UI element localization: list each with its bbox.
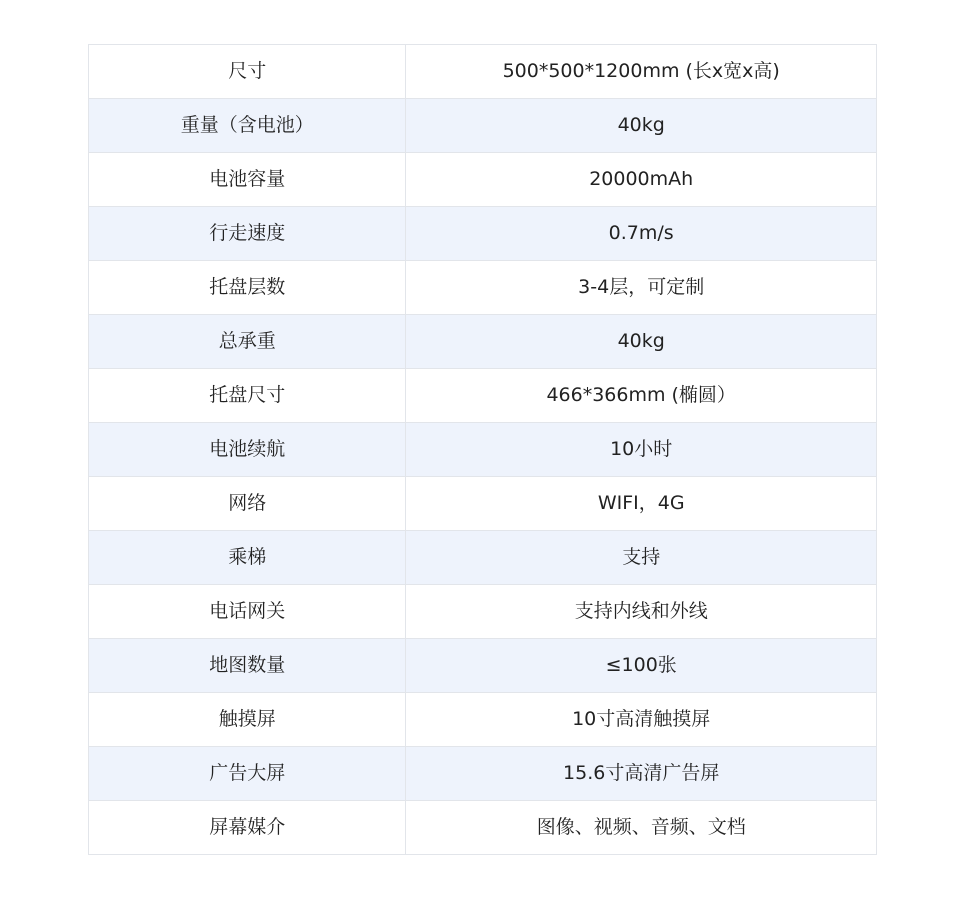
spec-value: 40kg bbox=[406, 315, 877, 369]
spec-label: 屏幕媒介 bbox=[89, 801, 406, 855]
spec-table bbox=[88, 44, 877, 855]
spec-label: 广告大屏 bbox=[89, 747, 406, 801]
table-row bbox=[89, 261, 877, 315]
spec-value: 15.6寸高清广告屏 bbox=[406, 747, 877, 801]
table-row bbox=[89, 801, 877, 855]
table-row bbox=[89, 693, 877, 747]
spec-value: 支持内线和外线 bbox=[406, 585, 877, 639]
spec-label: 托盘层数 bbox=[89, 261, 406, 315]
spec-label: 乘梯 bbox=[89, 531, 406, 585]
spec-table-body bbox=[89, 45, 877, 855]
spec-label: 网络 bbox=[89, 477, 406, 531]
spec-label: 触摸屏 bbox=[89, 693, 406, 747]
table-row bbox=[89, 369, 877, 423]
table-row bbox=[89, 423, 877, 477]
spec-label: 总承重 bbox=[89, 315, 406, 369]
spec-value: 支持 bbox=[406, 531, 877, 585]
table-row bbox=[89, 315, 877, 369]
spec-value: 40kg bbox=[406, 99, 877, 153]
spec-value: 10寸高清触摸屏 bbox=[406, 693, 877, 747]
spec-value: 20000mAh bbox=[406, 153, 877, 207]
spec-value: WIFI，4G bbox=[406, 477, 877, 531]
spec-label: 尺寸 bbox=[89, 45, 406, 99]
table-row bbox=[89, 153, 877, 207]
spec-value: ≤100张 bbox=[406, 639, 877, 693]
table-row bbox=[89, 477, 877, 531]
spec-value: 0.7m/s bbox=[406, 207, 877, 261]
spec-value: 466*366mm (椭圆） bbox=[406, 369, 877, 423]
table-row bbox=[89, 585, 877, 639]
spec-label: 电池容量 bbox=[89, 153, 406, 207]
spec-label: 电话网关 bbox=[89, 585, 406, 639]
table-row bbox=[89, 45, 877, 99]
spec-label: 托盘尺寸 bbox=[89, 369, 406, 423]
table-row bbox=[89, 531, 877, 585]
spec-value: 500*500*1200mm (长x宽x高) bbox=[406, 45, 877, 99]
spec-label: 行走速度 bbox=[89, 207, 406, 261]
spec-value: 3-4层，可定制 bbox=[406, 261, 877, 315]
spec-value: 图像、视频、音频、文档 bbox=[406, 801, 877, 855]
table-row bbox=[89, 207, 877, 261]
table-row bbox=[89, 639, 877, 693]
spec-value: 10小时 bbox=[406, 423, 877, 477]
table-row bbox=[89, 747, 877, 801]
spec-label: 电池续航 bbox=[89, 423, 406, 477]
table-row bbox=[89, 99, 877, 153]
spec-label: 地图数量 bbox=[89, 639, 406, 693]
spec-label: 重量（含电池） bbox=[89, 99, 406, 153]
